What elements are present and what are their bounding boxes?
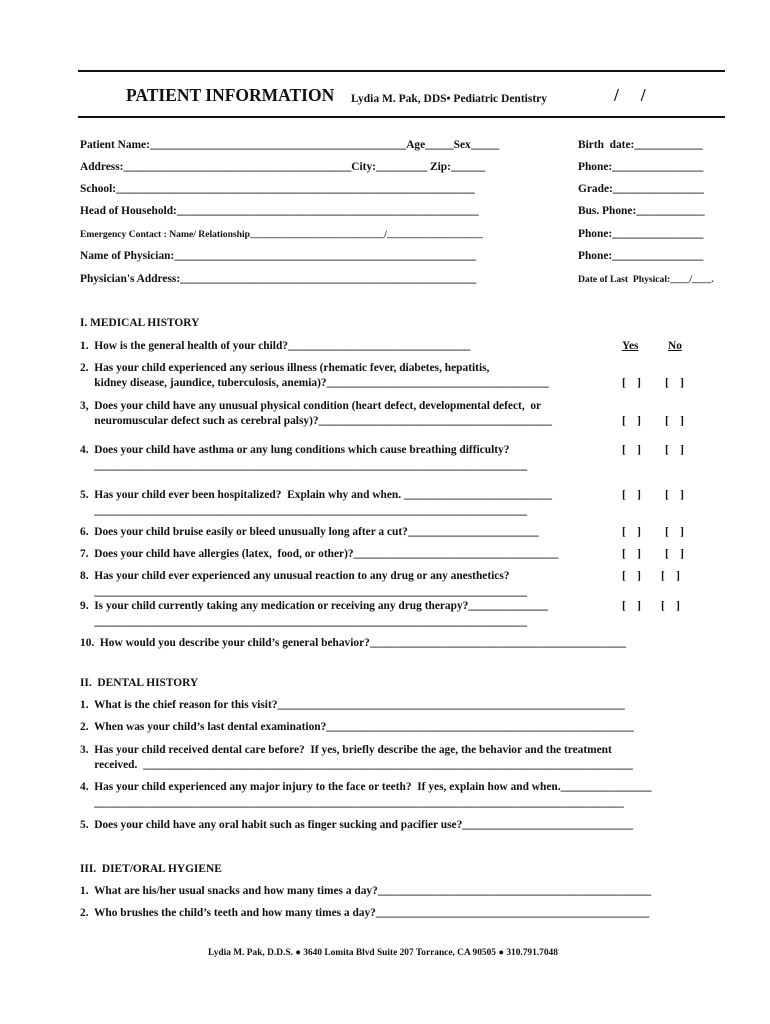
top-rule (78, 70, 725, 72)
dental-q4-line[interactable]: _____________________________________________________________________________________________ (80, 797, 624, 809)
q5-yes-checkbox[interactable]: [ ] (622, 489, 641, 501)
q7-yes-checkbox[interactable]: [ ] (622, 548, 641, 560)
q2-no-checkbox[interactable]: [ ] (665, 377, 684, 389)
dental-q4[interactable]: 4. Has your child experienced any major injury to the face or teeth? If yes, explain how and when.________________ (80, 781, 652, 793)
medical-history-heading: I. MEDICAL HISTORY (80, 317, 200, 329)
bus-phone-field[interactable]: Bus. Phone:____________ (578, 205, 705, 217)
page-title: PATIENT INFORMATION (126, 85, 335, 105)
diet-q2[interactable]: 2. Who brushes the child’s teeth and how many times a day?________________________________________________ (80, 907, 650, 919)
yes-column-header: Yes (622, 340, 639, 352)
emergency-phone-field[interactable]: Phone:________________ (578, 228, 704, 240)
medical-q5[interactable]: 5. Has your child ever been hospitalized? Explain why and when. __________________________ (80, 489, 553, 501)
medical-q2: 2. Has your child experienced any serious illness (rhematic fever, diabetes, hepatitis, (80, 362, 490, 374)
header-rule (78, 116, 725, 118)
medical-q6[interactable]: 6. Does your child bruise easily or bleed unusually long after a cut?_______________________ (80, 526, 539, 538)
dental-q1[interactable]: 1. What is the chief reason for this visit?_____________________________________________________________ (80, 699, 625, 711)
medical-q9-line[interactable]: ____________________________________________________________________________ (80, 616, 528, 628)
medical-q10[interactable]: 10. How would you describe your child’s general behavior?_____________________________________________ (80, 637, 627, 649)
physician-phone-field[interactable]: Phone:________________ (578, 250, 704, 262)
q4-yes-checkbox[interactable]: [ ] (622, 444, 641, 456)
medical-q4: 4. Does your child have asthma or any lung conditions which cause breathing difficulty? (80, 444, 510, 456)
physician-name-field[interactable]: Name of Physician:_____________________________________________________ (80, 250, 477, 262)
q3-no-checkbox[interactable]: [ ] (665, 415, 684, 427)
page-footer: Lydia M. Pak, D.D.S. ● 3640 Lomita Blvd Suite 207 Torrance, CA 90505 ● 310.791.7048 (208, 948, 558, 958)
q9-no-checkbox[interactable]: [ ] (661, 600, 680, 612)
medical-q9[interactable]: 9. Is your child currently taking any medication or receiving any drug therapy?______________ (80, 600, 549, 612)
grade-field[interactable]: Grade:________________ (578, 183, 704, 195)
head-of-household-field[interactable]: Head of Household:_____________________________________________________ (80, 205, 479, 217)
date-field[interactable]: / / (614, 85, 646, 105)
medical-q3-line[interactable]: neuromuscular defect such as cerebral palsy)?_________________________________________ (80, 415, 553, 427)
medical-q5-line[interactable]: ____________________________________________________________________________ (80, 505, 528, 517)
dental-q3-line[interactable]: received. ______________________________________________________________________________________ (80, 759, 633, 771)
q2-yes-checkbox[interactable]: [ ] (622, 377, 641, 389)
medical-q7[interactable]: 7. Does your child have allergies (latex, food, or other)?____________________________________ (80, 548, 559, 560)
medical-q2-line[interactable]: kidney disease, jaundice, tuberculosis, anemia)?_______________________________________ (80, 377, 549, 389)
q4-no-checkbox[interactable]: [ ] (665, 444, 684, 456)
q3-yes-checkbox[interactable]: [ ] (622, 415, 641, 427)
q9-yes-checkbox[interactable]: [ ] (622, 600, 641, 612)
school-field[interactable]: School:_______________________________________________________________ (80, 183, 475, 195)
last-physical-field[interactable]: Date of Last Physical:____/____. (578, 274, 714, 285)
dental-q2[interactable]: 2. When was your child’s last dental examination?______________________________________________________ (80, 721, 634, 733)
patient-name-field[interactable]: Patient Name:_____________________________________________Age_____Sex_____ (80, 139, 500, 151)
q6-no-checkbox[interactable]: [ ] (665, 526, 684, 538)
dental-history-heading: II. DENTAL HISTORY (80, 677, 199, 689)
dental-q3: 3. Has your child received dental care before? If yes, briefly describe the age, the behavior and the treatment (80, 744, 612, 756)
practice-name: Lydia M. Pak, DDS• Pediatric Dentistry (351, 93, 547, 105)
phone-field[interactable]: Phone:________________ (578, 161, 704, 173)
medical-q4-line[interactable]: ____________________________________________________________________________ (80, 460, 528, 472)
medical-q3: 3, Does your child have any unusual physical condition (heart defect, developmental defect, or (80, 400, 542, 412)
q6-yes-checkbox[interactable]: [ ] (622, 526, 641, 538)
diet-heading: III. DIET/ORAL HYGIENE (80, 863, 222, 875)
physician-address-field[interactable]: Physician's Address:____________________________________________________ (80, 273, 477, 285)
birth-date-field[interactable]: Birth date:____________ (578, 139, 703, 151)
address-field[interactable]: Address:________________________________________City:_________ Zip:______ (80, 161, 486, 173)
q8-yes-checkbox[interactable]: [ ] (622, 570, 641, 582)
diet-q1[interactable]: 1. What are his/her usual snacks and how many times a day?________________________________________________ (80, 885, 652, 897)
medical-q1[interactable]: 1. How is the general health of your child?________________________________ (80, 340, 471, 352)
q7-no-checkbox[interactable]: [ ] (665, 548, 684, 560)
q8-no-checkbox[interactable]: [ ] (661, 570, 680, 582)
emergency-contact-field[interactable]: Emergency Contact : Name/ Relationship____________________________/____________________ (80, 229, 483, 240)
dental-q5[interactable]: 5. Does your child have any oral habit such as finger sucking and pacifier use?______________________________ (80, 819, 634, 831)
no-column-header: No (668, 340, 682, 352)
q5-no-checkbox[interactable]: [ ] (665, 489, 684, 501)
medical-q8-line[interactable]: ____________________________________________________________________________ (80, 586, 528, 598)
medical-q8: 8. Has your child ever experienced any unusual reaction to any drug or any anesthetics? (80, 570, 510, 582)
